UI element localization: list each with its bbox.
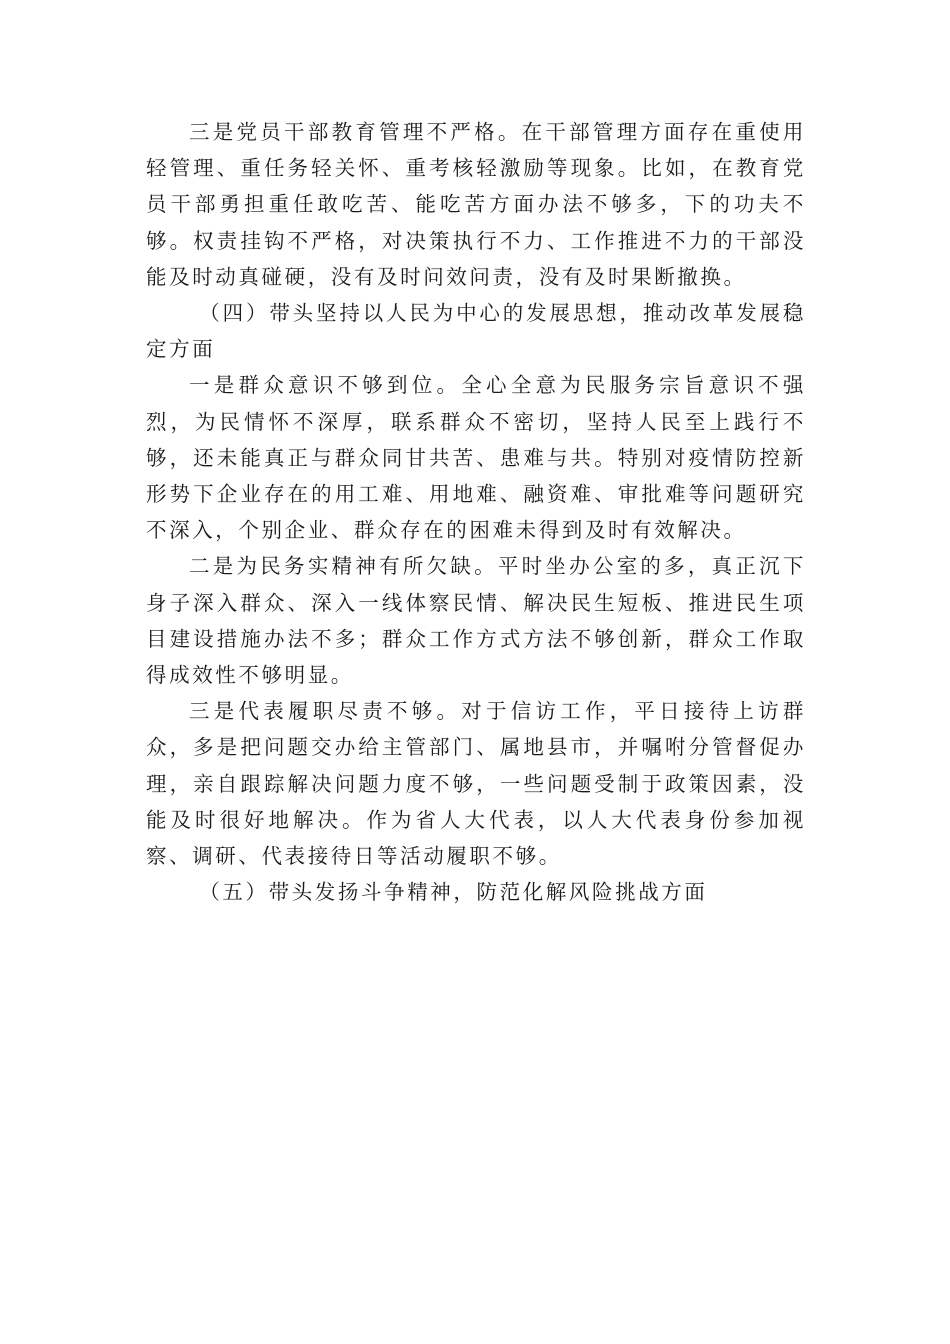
paragraph-pragmatic-spirit: 二是为民务实精神有所欠缺。平时坐办公室的多，真正沉下身子深入群众、深入一线体察民情、解决民生短板、推进民生项目建设措施办法不多；群众工作方式方法不够创新，群众工作取得成效性不够明显。 [146, 554, 806, 688]
paragraph-mass-awareness: 一是群众意识不够到位。全心全意为民服务宗旨意识不强烈，为民情怀不深厚，联系群众不密切，坚持人民至上践行不够，还未能真正与群众同甘共苦、患难与共。特别对疫情防控新形势下企业存在的用工难、用地难、融资难、审批难等问题研究不深入，个别企业、群众存在的困难未得到及时有效解决。 [146, 373, 806, 543]
paragraph-cadre-management: 三是党员干部教育管理不严格。在干部管理方面存在重使用轻管理、重任务轻关怀、重考核轻激励等现象。比如，在教育党员干部勇担重任敢吃苦、能吃苦方面办法不够多，下的功夫不够。权责挂钩不严格，对决策执行不力、工作推进不力的干部没能及时动真碰硬，没有及时问效问责，没有及时果断撤换。 [146, 120, 806, 289]
paragraph-representative-duty: 三是代表履职尽责不够。对于信访工作，平日接待上访群众，多是把问题交办给主管部门、属地县市，并嘱咐分管督促办理，亲自跟踪解决问题力度不够，一些问题受制于政策因素，没能及时很好地解决。作为省人大代表，以人大代表身份参加视察、调研、代表接待日等活动履职不够。 [146, 699, 806, 869]
document-body [146, 114, 806, 910]
section-heading-5: （五）带头发扬斗争精神，防范化解风险挑战方面 [199, 880, 708, 905]
section-heading-4: （四）带头坚持以人民为中心的发展思想，推动改革发展稳定方面 [146, 301, 806, 362]
